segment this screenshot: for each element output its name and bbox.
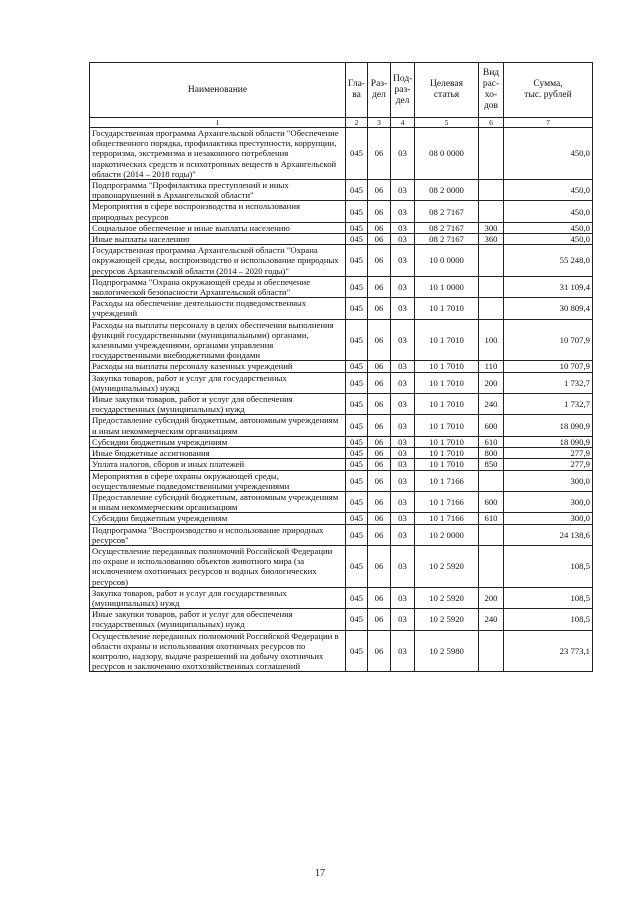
- column-number: 4: [391, 118, 415, 128]
- row-name: Закупка товаров, работ и услуг для государственных (муниципальных) нужд: [90, 372, 346, 393]
- cell-razdel: 06: [368, 524, 391, 545]
- cell-podrazdel: 03: [391, 298, 415, 319]
- cell-glava: 045: [346, 276, 368, 297]
- cell-razdel: 06: [368, 415, 391, 436]
- table-row: [90, 609, 593, 630]
- cell-target: 10 1 7010: [415, 298, 479, 319]
- cell-sum: 18 090,9: [504, 415, 593, 436]
- cell-vid: 240: [479, 609, 504, 630]
- column-number: 6: [479, 118, 504, 128]
- table-row: [90, 448, 593, 459]
- cell-razdel: 06: [368, 128, 391, 180]
- cell-podrazdel: 03: [391, 234, 415, 245]
- cell-sum: 300,0: [504, 513, 593, 524]
- cell-target: 10 1 7166: [415, 513, 479, 524]
- cell-glava: 045: [346, 361, 368, 372]
- header-sum: Сумма, тыс. рублей: [504, 63, 593, 118]
- cell-razdel: 06: [368, 609, 391, 630]
- cell-razdel: 06: [368, 276, 391, 297]
- cell-glava: 045: [346, 180, 368, 201]
- table-row: [90, 436, 593, 447]
- table-row: [90, 372, 593, 393]
- column-number: 1: [90, 118, 346, 128]
- cell-glava: 045: [346, 448, 368, 459]
- cell-podrazdel: 03: [391, 436, 415, 447]
- table-row: [90, 459, 593, 470]
- cell-target: 10 1 7010: [415, 372, 479, 393]
- cell-sum: 450,0: [504, 234, 593, 245]
- table-row: [90, 245, 593, 277]
- cell-vid: 800: [479, 448, 504, 459]
- cell-sum: 24 138,6: [504, 524, 593, 545]
- cell-vid: [479, 201, 504, 222]
- header-glava: Гла- ва: [346, 63, 368, 118]
- row-name: Государственная программа Архангельской области "Обеспечение общественного порядка, профилактика преступности, коррупции, терроризма, экстремизма и незаконного потребления наркотических средств и психотропных веществ в Архангельской области (2014 – 2018 годы)": [90, 128, 346, 180]
- cell-sum: 277,9: [504, 459, 593, 470]
- cell-podrazdel: 03: [391, 630, 415, 672]
- cell-sum: 277,9: [504, 448, 593, 459]
- cell-podrazdel: 03: [391, 587, 415, 608]
- cell-razdel: 06: [368, 630, 391, 672]
- table-row: [90, 394, 593, 415]
- table-row: [90, 470, 593, 491]
- row-name: Предоставление субсидий бюджетным, автономным учреждениям и иным некоммерческим организациям: [90, 491, 346, 512]
- cell-sum: 10 707,9: [504, 319, 593, 361]
- cell-target: 10 2 5920: [415, 545, 479, 587]
- cell-podrazdel: 03: [391, 415, 415, 436]
- cell-razdel: 06: [368, 361, 391, 372]
- row-name: Осуществление переданных полномочий Российской Федерации по охране и использованию объектов животного мира (за исключением охотничьих ресурсов и водных биологических ресурсов): [90, 545, 346, 587]
- cell-target: 10 2 0000: [415, 524, 479, 545]
- cell-podrazdel: 03: [391, 276, 415, 297]
- cell-vid: [479, 470, 504, 491]
- cell-vid: 200: [479, 372, 504, 393]
- cell-sum: 300,0: [504, 470, 593, 491]
- cell-vid: 200: [479, 587, 504, 608]
- table-row: [90, 491, 593, 512]
- row-name: Иные закупки товаров, работ и услуг для обеспечения государственных (муниципальных) нужд: [90, 609, 346, 630]
- cell-glava: 045: [346, 491, 368, 512]
- cell-glava: 045: [346, 513, 368, 524]
- cell-target: 08 2 7167: [415, 234, 479, 245]
- row-name: Социальное обеспечение и иные выплаты населению: [90, 222, 346, 233]
- cell-podrazdel: 03: [391, 128, 415, 180]
- row-name: Иные бюджетные ассигнования: [90, 448, 346, 459]
- cell-glava: 045: [346, 436, 368, 447]
- cell-target: 08 2 7167: [415, 222, 479, 233]
- cell-glava: 045: [346, 298, 368, 319]
- table-row: [90, 587, 593, 608]
- cell-sum: 55 248,0: [504, 245, 593, 277]
- cell-glava: 045: [346, 545, 368, 587]
- cell-razdel: 06: [368, 470, 391, 491]
- cell-vid: 100: [479, 319, 504, 361]
- table-row: [90, 545, 593, 587]
- cell-sum: 1 732,7: [504, 394, 593, 415]
- cell-vid: [479, 630, 504, 672]
- cell-vid: 610: [479, 513, 504, 524]
- cell-podrazdel: 03: [391, 470, 415, 491]
- cell-vid: [479, 180, 504, 201]
- cell-target: 10 1 7166: [415, 470, 479, 491]
- cell-razdel: 06: [368, 394, 391, 415]
- cell-glava: 045: [346, 128, 368, 180]
- cell-sum: 10 707,9: [504, 361, 593, 372]
- cell-razdel: 06: [368, 245, 391, 277]
- row-name: Расходы на обеспечение деятельности подведомственных учреждений: [90, 298, 346, 319]
- cell-podrazdel: 03: [391, 513, 415, 524]
- table-row: [90, 234, 593, 245]
- cell-razdel: 06: [368, 180, 391, 201]
- cell-vid: [479, 298, 504, 319]
- cell-podrazdel: 03: [391, 545, 415, 587]
- cell-target: 10 1 7010: [415, 394, 479, 415]
- cell-razdel: 06: [368, 234, 391, 245]
- cell-sum: 450,0: [504, 128, 593, 180]
- cell-target: 10 1 7010: [415, 436, 479, 447]
- row-name: Мероприятия в сфере воспроизводства и использования природных ресурсов: [90, 201, 346, 222]
- cell-sum: 450,0: [504, 201, 593, 222]
- budget-table: [89, 62, 593, 672]
- row-name: Подпрограмма "Охрана окружающей среды и обеспечение экологической безопасности Архангельской области": [90, 276, 346, 297]
- cell-target: 10 1 7010: [415, 448, 479, 459]
- cell-sum: 18 090,9: [504, 436, 593, 447]
- cell-target: 10 1 7166: [415, 491, 479, 512]
- cell-glava: 045: [346, 609, 368, 630]
- table-row: [90, 630, 593, 672]
- cell-target: 08 2 0000: [415, 180, 479, 201]
- cell-glava: 045: [346, 394, 368, 415]
- column-number: 7: [504, 118, 593, 128]
- header-row: [90, 63, 593, 118]
- cell-sum: 108,5: [504, 587, 593, 608]
- cell-glava: 045: [346, 524, 368, 545]
- table-row: [90, 524, 593, 545]
- table-row: [90, 298, 593, 319]
- cell-vid: 600: [479, 415, 504, 436]
- row-name: Расходы на выплаты персоналу казенных учреждений: [90, 361, 346, 372]
- table-row: [90, 201, 593, 222]
- cell-vid: [479, 524, 504, 545]
- cell-podrazdel: 03: [391, 448, 415, 459]
- cell-razdel: 06: [368, 222, 391, 233]
- row-name: Закупка товаров, работ и услуг для государственных (муниципальных) нужд: [90, 587, 346, 608]
- cell-sum: 450,0: [504, 180, 593, 201]
- table-row: [90, 361, 593, 372]
- cell-podrazdel: 03: [391, 491, 415, 512]
- cell-vid: 110: [479, 361, 504, 372]
- column-number: 2: [346, 118, 368, 128]
- row-name: Субсидии бюджетным учреждениям: [90, 513, 346, 524]
- cell-sum: 108,5: [504, 545, 593, 587]
- cell-razdel: 06: [368, 298, 391, 319]
- cell-podrazdel: 03: [391, 609, 415, 630]
- cell-razdel: 06: [368, 201, 391, 222]
- cell-glava: 045: [346, 459, 368, 470]
- header-vid: Вид рас- хо- дов: [479, 63, 504, 118]
- cell-podrazdel: 03: [391, 524, 415, 545]
- header-name: Наименование: [90, 63, 346, 118]
- cell-razdel: 06: [368, 372, 391, 393]
- cell-vid: 360: [479, 234, 504, 245]
- cell-target: 08 2 7167: [415, 201, 479, 222]
- cell-target: 10 2 5920: [415, 609, 479, 630]
- column-number: 5: [415, 118, 479, 128]
- cell-podrazdel: 03: [391, 319, 415, 361]
- cell-target: 10 1 0000: [415, 276, 479, 297]
- cell-glava: 045: [346, 630, 368, 672]
- row-name: Подпрограмма "Профилактика преступлений и иных правонарушений в Архангельской области": [90, 180, 346, 201]
- row-name: Мероприятия в сфере охраны окружающей среды, осуществляемые подведомственными учреждениями: [90, 470, 346, 491]
- cell-podrazdel: 03: [391, 394, 415, 415]
- cell-target: 10 2 5980: [415, 630, 479, 672]
- column-number-row: [90, 118, 593, 128]
- cell-vid: [479, 545, 504, 587]
- row-name: Государственная программа Архангельской области "Охрана окружающей среды, воспроизводство и использование природных ресурсов Архангельской области (2014 – 2020 годы)": [90, 245, 346, 277]
- cell-vid: 600: [479, 491, 504, 512]
- cell-glava: 045: [346, 587, 368, 608]
- row-name: Подпрограмма "Воспроизводство и использование природных ресурсов": [90, 524, 346, 545]
- page-number: 17: [315, 868, 325, 879]
- cell-target: 10 1 7010: [415, 415, 479, 436]
- cell-razdel: 06: [368, 448, 391, 459]
- table-row: [90, 415, 593, 436]
- header-podrazdel: Под- раз- дел: [391, 63, 415, 118]
- table-row: [90, 276, 593, 297]
- cell-glava: 045: [346, 222, 368, 233]
- cell-vid: 850: [479, 459, 504, 470]
- cell-razdel: 06: [368, 491, 391, 512]
- table-row: [90, 128, 593, 180]
- table-row: [90, 180, 593, 201]
- row-name: Субсидии бюджетным учреждениям: [90, 436, 346, 447]
- cell-razdel: 06: [368, 513, 391, 524]
- cell-vid: [479, 245, 504, 277]
- table-body: [90, 128, 593, 672]
- row-name: Иные закупки товаров, работ и услуг для обеспечения государственных (муниципальных) нужд: [90, 394, 346, 415]
- cell-target: 10 0 0000: [415, 245, 479, 277]
- row-name: Уплата налогов, сборов и иных платежей: [90, 459, 346, 470]
- cell-glava: 045: [346, 470, 368, 491]
- cell-glava: 045: [346, 319, 368, 361]
- cell-podrazdel: 03: [391, 372, 415, 393]
- cell-podrazdel: 03: [391, 201, 415, 222]
- cell-vid: [479, 128, 504, 180]
- cell-glava: 045: [346, 372, 368, 393]
- cell-razdel: 06: [368, 587, 391, 608]
- table-row: [90, 513, 593, 524]
- table-row: [90, 319, 593, 361]
- cell-podrazdel: 03: [391, 180, 415, 201]
- cell-sum: 108,5: [504, 609, 593, 630]
- cell-podrazdel: 03: [391, 361, 415, 372]
- cell-target: 08 0 0000: [415, 128, 479, 180]
- cell-sum: 30 809,4: [504, 298, 593, 319]
- header-razdel: Раз- дел: [368, 63, 391, 118]
- cell-vid: 300: [479, 222, 504, 233]
- cell-sum: 300,0: [504, 491, 593, 512]
- cell-sum: 31 109,4: [504, 276, 593, 297]
- column-number: 3: [368, 118, 391, 128]
- cell-vid: 240: [479, 394, 504, 415]
- cell-glava: 045: [346, 234, 368, 245]
- cell-podrazdel: 03: [391, 245, 415, 277]
- cell-target: 10 1 7010: [415, 319, 479, 361]
- row-name: Предоставление субсидий бюджетным, автономным учреждениям и иным некоммерческим организациям: [90, 415, 346, 436]
- cell-razdel: 06: [368, 545, 391, 587]
- row-name: Иные выплаты населению: [90, 234, 346, 245]
- cell-razdel: 06: [368, 459, 391, 470]
- header-target: Целевая статья: [415, 63, 479, 118]
- cell-razdel: 06: [368, 436, 391, 447]
- cell-glava: 045: [346, 201, 368, 222]
- cell-target: 10 1 7010: [415, 459, 479, 470]
- cell-podrazdel: 03: [391, 459, 415, 470]
- cell-vid: [479, 276, 504, 297]
- cell-sum: 450,0: [504, 222, 593, 233]
- cell-vid: 610: [479, 436, 504, 447]
- cell-glava: 045: [346, 245, 368, 277]
- row-name: Осуществление переданных полномочий Российской Федерации в области охраны и использования охотничьих ресурсов по контролю, надзору, выдаче разрешений на добычу охотничьих ресурсов и заключению охотхозяйственных соглашений: [90, 630, 346, 672]
- cell-razdel: 06: [368, 319, 391, 361]
- cell-target: 10 1 7010: [415, 361, 479, 372]
- cell-sum: 1 732,7: [504, 372, 593, 393]
- table-row: [90, 222, 593, 233]
- cell-podrazdel: 03: [391, 222, 415, 233]
- cell-target: 10 2 5920: [415, 587, 479, 608]
- cell-sum: 23 773,1: [504, 630, 593, 672]
- cell-glava: 045: [346, 415, 368, 436]
- row-name: Расходы на выплаты персоналу в целях обеспечения выполнения функций государственными (муниципальными) органами, казенными учреждениями, органами управления государственными внебюджетными фондами: [90, 319, 346, 361]
